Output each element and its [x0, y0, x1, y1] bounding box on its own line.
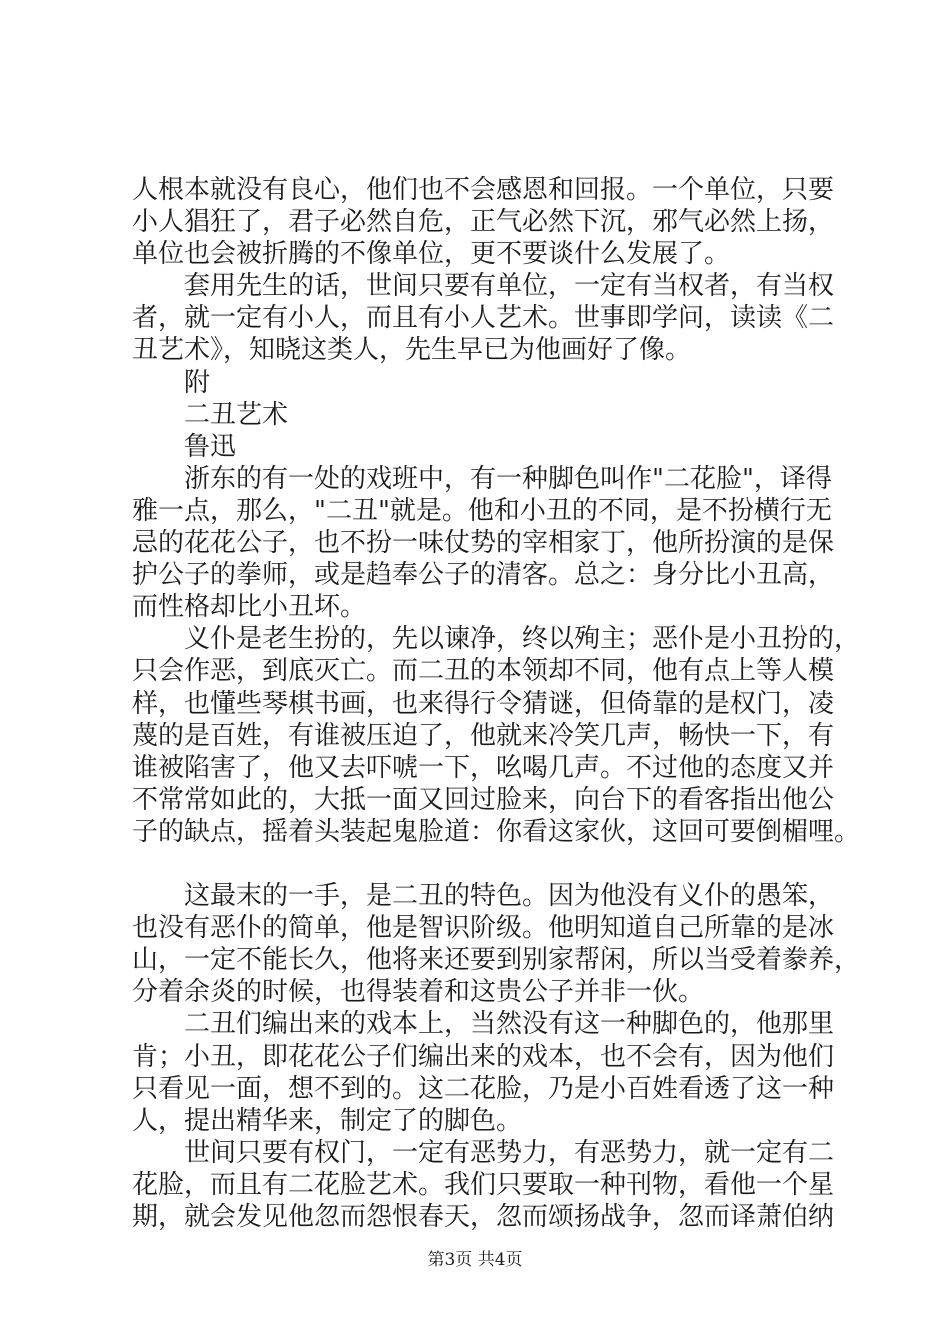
blank-line: [132, 848, 852, 880]
text-line: 不常常如此的，大抵一面又回过脸来，向台下的看客指出他公: [132, 784, 835, 815]
text-line: 义仆是老生扮的，先以谏净，终以殉主；恶仆是小丑扮的，: [132, 624, 861, 655]
text-line: 雅一点，那么，"二丑"就是。他和小丑的不同，是不扮横行无: [132, 495, 832, 526]
text-line: 而性格却比小丑坏。: [132, 592, 367, 623]
essay-author: 鲁迅: [132, 431, 237, 462]
section-label: 附: [132, 367, 211, 398]
text-line: 小人猖狂了，君子必然自危，正气必然下沉，邪气必然上扬，: [132, 207, 835, 238]
text-line: 样，也懂些琴棋书画，也来得行令猜谜，但倚靠的是权门，凌: [132, 688, 835, 719]
text-line: 只会作恶，到底灭亡。而二丑的本领却不同，他有点上等人模: [132, 656, 835, 687]
text-line: 肯；小丑，即花花公子们编出来的戏本，也不会有，因为他们: [132, 1041, 835, 1072]
text-line: 花脸，而且有二花脸艺术。我们只要取一种刊物，看他一个星: [132, 1169, 835, 1200]
page-number-footer: 第3页 共4页: [427, 1250, 523, 1270]
text-line: 山，一定不能长久，他将来还要到别家帮闲，所以当受着豢养，: [132, 945, 861, 976]
text-line: 这最末的一手，是二丑的特色。因为他没有义仆的愚笨，: [132, 881, 835, 912]
text-line: 只看见一面，想不到的。这二花脸，乃是小百姓看透了这一种: [132, 1073, 835, 1104]
text-line: 世间只要有权门，一定有恶势力，有恶势力，就一定有二: [132, 1137, 835, 1168]
text-line: 蔑的是百姓，有谁被压迫了，他就来冷笑几声，畅快一下，有: [132, 720, 835, 751]
text-line: 单位也会被折腾的不像单位，更不要谈什么发展了。: [132, 239, 731, 270]
text-line: 分着余炎的时候，也得装着和这贵公子并非一伙。: [132, 977, 705, 1008]
text-line: 浙东的有一处的戏班中，有一种脚色叫作"二花脸"，译得: [132, 463, 832, 494]
essay-title: 二丑艺术: [132, 399, 289, 430]
text-line: 人根本就没有良心，他们也不会感恩和回报。一个单位，只要: [132, 175, 835, 205]
text-line: 子的缺点，摇着头装起鬼脸道：你看这家伙，这回可要倒楣哩。: [132, 816, 861, 847]
text-line: 忌的花花公子，也不扮一味仗势的宰相家丁，他所扮演的是保: [132, 528, 835, 559]
text-line: 者，就一定有小人，而且有小人艺术。世事即学问，读读《二: [132, 303, 835, 334]
document-body: [132, 174, 861, 1233]
text-line: 套用先生的话，世间只要有单位，一定有当权者，有当权: [132, 271, 835, 302]
text-line: 人，提出精华来，制定了的脚色。: [132, 1105, 523, 1136]
text-line: 护公子的拳师，或是趋奉公子的清客。总之：身分比小丑高，: [132, 560, 835, 591]
text-line: 也没有恶仆的简单，他是智识阶级。他明知道自己所靠的是冰: [132, 913, 835, 944]
text-line: 期，就会发见他忽而怨恨春天，忽而颂扬战争，忽而译萧伯纳: [132, 1202, 835, 1232]
text-line: 二丑们编出来的戏本上，当然没有这一种脚色的，他那里: [132, 1009, 835, 1040]
text-line: 谁被陷害了，他又去吓唬一下，吆喝几声。不过他的态度又并: [132, 752, 835, 783]
text-line: 丑艺术》，知晓这类人，先生早已为他画好了像。: [132, 335, 692, 366]
